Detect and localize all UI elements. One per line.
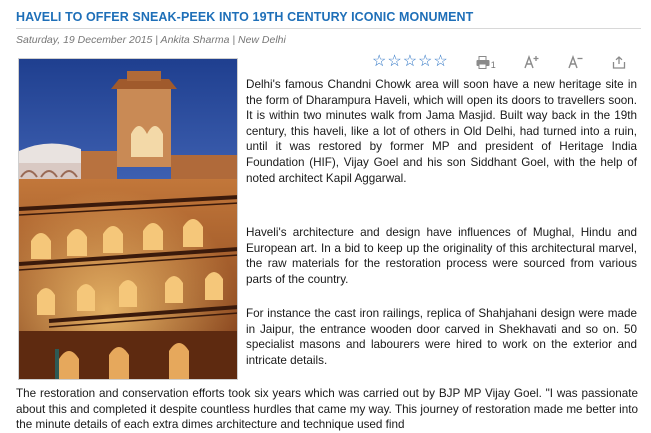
article-meta: Saturday, 19 December 2015 | Ankita Sharma | New Delhi xyxy=(16,34,286,46)
increase-font-icon xyxy=(524,55,540,69)
decrease-font-icon xyxy=(568,55,584,69)
print-icon xyxy=(476,56,490,69)
article-paragraph: For instance the cast iron railings, replica of Shahjahani design were made in Jaipur, the entrance wooden door carved in Shekhavati and so on. 50 specialist masons and labourers were hired to work on the exterior and intricate details. xyxy=(246,307,637,367)
decrease-font-button[interactable] xyxy=(568,55,584,69)
print-count: 1 xyxy=(490,60,496,70)
article-toolbar xyxy=(372,52,641,72)
article-paragraph: Delhi's famous Chandni Chowk area will soon have a new heritage site in the form of Dharampura Haveli, which will open its doors to travellers soon. It is within two minutes walk from Jama Masjid. Built way back in the 19th century, this haveli, like a lot of others in Old Delhi, had turned into a ruin, until it was restored by former MP and president of Heritage India Foundation (HIF), Vijay Goel and his son Siddhant Goel, with the help of noted architect Kapil Aggarwal. xyxy=(246,78,637,185)
star-outline-icon[interactable]: ☆ xyxy=(402,53,418,70)
article-headline: HAVELI TO OFFER SNEAK-PEEK INTO 19TH CENTURY ICONIC MONUMENT xyxy=(16,10,474,24)
share-button[interactable] xyxy=(612,56,626,69)
rating-stars[interactable] xyxy=(372,54,448,70)
star-outline-icon[interactable]: ☆ xyxy=(418,53,433,70)
headline-divider xyxy=(16,28,641,29)
print-button[interactable] xyxy=(476,54,496,70)
star-outline-icon[interactable]: ☆ xyxy=(387,53,402,70)
increase-font-button[interactable] xyxy=(524,55,540,69)
share-icon xyxy=(612,56,626,69)
star-outline-icon[interactable]: ☆ xyxy=(372,53,387,70)
star-outline-icon[interactable]: ☆ xyxy=(433,53,448,70)
haveli-photo xyxy=(18,58,238,380)
article-paragraph: Haveli's architecture and design have influences of Mughal, Hindu and European art. In a bid to keep up the originality of this architectural marvel, the raw materials for the restoration process were sourced from various parts of the country. xyxy=(246,226,637,286)
article-paragraph: The restoration and conservation efforts took six years which was carried out by BJP MP Vijay Goel. "I was passionate about this and completed it despite countless hurdles that came my way. This journey of restoration made me better into the minute details of each extra dimes architecture and technique used find xyxy=(16,387,638,432)
